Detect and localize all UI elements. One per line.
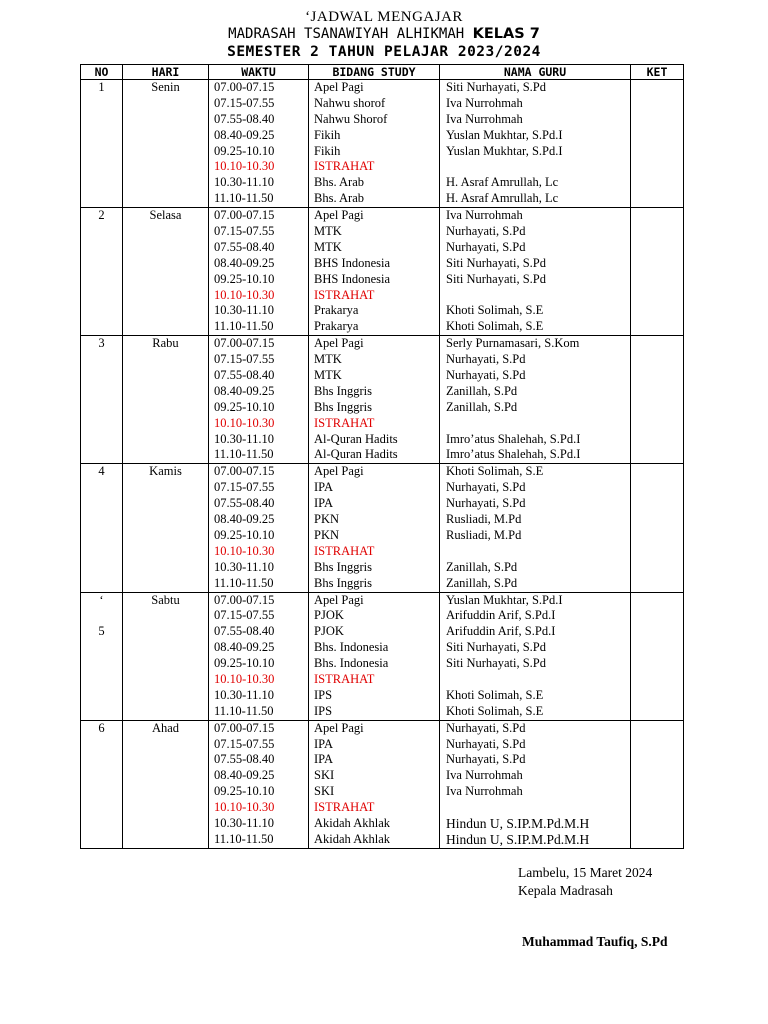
teacher-name: Iva Nurrohmah — [446, 95, 523, 110]
day-number: 3 — [98, 336, 105, 351]
subject-name: Apel Pagi — [314, 336, 364, 351]
day-number — [81, 608, 122, 624]
time-slot: 10.10-10.30 — [214, 671, 275, 686]
subject-cell — [309, 720, 440, 848]
subject-name: Apel Pagi — [314, 80, 364, 94]
time-slot: 07.55-08.40 — [214, 239, 275, 254]
note-line — [631, 608, 683, 624]
school-name: MADRASAH TSANAWIYAH ALHIKMAH — [228, 26, 465, 42]
subject-cell — [309, 208, 440, 336]
subject-name: MTK — [314, 239, 342, 254]
note-line — [631, 96, 683, 112]
note-line — [631, 80, 683, 96]
day-name: Ahad — [151, 720, 180, 735]
note-line — [631, 447, 683, 463]
time-slot: 07.00-07.15 — [214, 336, 275, 351]
day-name-cell — [123, 592, 209, 720]
time-slot: 07.00-07.15 — [214, 592, 275, 607]
day-block — [81, 208, 684, 336]
subject-name: Nahwu Shorof — [314, 111, 388, 126]
time-slot: 07.15-07.55 — [214, 352, 275, 367]
time-slot: 07.00-07.15 — [214, 464, 275, 479]
school-line — [0, 26, 768, 42]
time-slot: 08.40-09.25 — [214, 383, 275, 398]
teacher-name: Yuslan Mukhtar, S.Pd.I — [446, 143, 563, 158]
day-block — [81, 336, 684, 464]
subject-name: ISTRAHAT — [314, 159, 375, 174]
semester-line: SEMESTER 2 TAHUN PELAJAR 2023/2024 — [227, 44, 541, 60]
teacher-name: H. Asraf Amrullah, Lc — [446, 175, 559, 190]
time-slot: 09.25-10.10 — [214, 784, 275, 799]
subject-name: Apel Pagi — [314, 592, 364, 607]
time-slot: 10.30-11.10 — [214, 559, 274, 574]
teacher-name: Serly Purnamasari, S.Kom — [446, 336, 580, 351]
subject-name: Bhs Inggris — [314, 383, 372, 398]
teacher-name: Yuslan Mukhtar, S.Pd.I — [446, 127, 563, 142]
teacher-cell — [440, 208, 631, 336]
subject-name: ISTRAHAT — [314, 415, 375, 430]
subject-name: MTK — [314, 224, 342, 239]
time-slot: 10.30-11.10 — [214, 175, 274, 190]
teacher-name — [440, 288, 630, 304]
subject-name: Akidah Akhlak — [314, 815, 391, 830]
day-block — [81, 80, 684, 208]
time-slot: 08.40-09.25 — [214, 127, 275, 142]
teacher-name: Khoti Solimah, S.E — [446, 303, 544, 318]
note-line — [631, 576, 683, 592]
subject-name: IPS — [314, 703, 333, 718]
day-number: 6 — [98, 720, 105, 735]
teacher-name — [440, 416, 630, 432]
note-line — [631, 737, 683, 753]
teacher-name: Nurhayati, S.Pd — [446, 736, 526, 751]
subject-name: Nahwu shorof — [314, 95, 386, 110]
teacher-cell — [440, 464, 631, 592]
note-line — [631, 704, 683, 720]
teacher-name — [440, 672, 630, 688]
day-number-cell — [81, 720, 123, 848]
note-line — [631, 128, 683, 144]
teacher-name: Khoti Solimah, S.E — [446, 464, 544, 479]
note-line — [631, 272, 683, 288]
time-slot: 10.10-10.30 — [214, 800, 275, 815]
note-line — [631, 640, 683, 656]
note-line — [631, 191, 683, 207]
note-line — [631, 784, 683, 800]
subject-name: IPA — [314, 496, 333, 511]
note-line — [631, 624, 683, 640]
subject-name: Al-Quran Hadits — [314, 431, 398, 446]
note-line — [631, 352, 683, 368]
day-number: 2 — [98, 208, 105, 223]
teacher-name: Arifuddin Arif, S.Pd.I — [446, 624, 556, 639]
teacher-name: Nurhayati, S.Pd — [446, 752, 526, 767]
subject-cell — [309, 80, 440, 208]
note-line — [631, 112, 683, 128]
time-slot: 11.10-11.50 — [214, 575, 274, 590]
day-number-cell — [81, 208, 123, 336]
day-name: Kamis — [149, 464, 182, 479]
teacher-name: Khoti Solimah, S.E — [446, 319, 544, 334]
class-label: KELAS 7 — [472, 26, 540, 42]
time-slot: 07.15-07.55 — [214, 736, 275, 751]
subject-name: Bhs Inggris — [314, 399, 372, 414]
day-block — [81, 464, 684, 592]
note-line — [631, 256, 683, 272]
note-line — [631, 400, 683, 416]
note-line — [631, 240, 683, 256]
subject-name: PKN — [314, 512, 340, 527]
subject-name: Bhs. Arab — [314, 175, 364, 190]
note-line — [631, 336, 683, 352]
day-block — [81, 592, 684, 720]
note-line — [631, 768, 683, 784]
subject-name: ISTRAHAT — [314, 543, 375, 558]
time-cell — [209, 592, 309, 720]
day-name-cell — [123, 720, 209, 848]
teacher-name: Khoti Solimah, S.E — [446, 687, 544, 702]
day-number-cell — [81, 592, 123, 720]
time-slot: 07.15-07.55 — [214, 224, 275, 239]
note-line — [631, 528, 683, 544]
col-header-waktu: WAKTU — [209, 65, 309, 80]
teacher-name: Yuslan Mukhtar, S.Pd.I — [446, 592, 563, 607]
note-line — [631, 752, 683, 768]
time-slot: 07.55-08.40 — [214, 752, 275, 767]
time-slot: 09.25-10.10 — [214, 656, 275, 671]
note-line — [631, 416, 683, 432]
day-number: 1 — [98, 80, 105, 94]
note-line — [631, 464, 683, 480]
note-line — [631, 800, 683, 816]
subject-name: IPA — [314, 752, 333, 767]
teacher-name: Zanillah, S.Pd — [446, 575, 518, 590]
place-date: Lambelu, 15 Maret 2024 — [518, 865, 653, 880]
teacher-name: Imro’atus Shalehah, S.Pd.I — [446, 447, 581, 462]
teacher-name — [440, 544, 630, 560]
note-line — [631, 368, 683, 384]
note-line — [631, 721, 683, 737]
time-cell — [209, 80, 309, 208]
teacher-cell — [440, 80, 631, 208]
note-cell — [631, 80, 684, 208]
subject-name: Akidah Akhlak — [314, 831, 391, 846]
note-line — [631, 496, 683, 512]
col-header-ket: KET — [631, 65, 684, 80]
teacher-name: Hindun U, S.IP.M.Pd.M.H — [446, 815, 590, 831]
teacher-name: Iva Nurrohmah — [446, 784, 523, 799]
teacher-name: Siti Nurhayati, S.Pd — [446, 255, 547, 270]
teacher-name: Zanillah, S.Pd — [446, 399, 518, 414]
time-slot: 10.10-10.30 — [214, 159, 275, 174]
subject-cell — [309, 592, 440, 720]
subject-name: IPA — [314, 480, 333, 495]
time-slot: 09.25-10.10 — [214, 143, 275, 158]
time-slot: 10.30-11.10 — [214, 303, 274, 318]
day-name: Selasa — [149, 208, 182, 223]
note-cell — [631, 464, 684, 592]
subject-name: Bhs. Arab — [314, 191, 364, 206]
time-slot: 11.10-11.50 — [214, 447, 274, 462]
teacher-name: Nurhayati, S.Pd — [446, 239, 526, 254]
note-cell — [631, 592, 684, 720]
day-block — [81, 720, 684, 848]
note-line — [631, 288, 683, 304]
note-line — [631, 159, 683, 175]
teacher-name: Nurhayati, S.Pd — [446, 368, 526, 383]
day-number: 5 — [98, 624, 105, 639]
teacher-name: Hindun U, S.IP.M.Pd.M.H — [446, 831, 590, 847]
time-slot: 08.40-09.25 — [214, 640, 275, 655]
note-line — [631, 816, 683, 832]
subject-name: ISTRAHAT — [314, 671, 375, 686]
note-line — [631, 175, 683, 191]
time-slot: 11.10-11.50 — [214, 319, 274, 334]
subject-name: Prakarya — [314, 303, 359, 318]
teacher-name: Siti Nurhayati, S.Pd — [446, 271, 547, 286]
time-slot: 10.10-10.30 — [214, 543, 275, 558]
day-number-cell — [81, 80, 123, 208]
day-name-cell — [123, 80, 209, 208]
teacher-name: H. Asraf Amrullah, Lc — [446, 191, 559, 206]
subject-name: Apel Pagi — [314, 720, 364, 735]
teacher-cell — [440, 592, 631, 720]
subject-name: MTK — [314, 368, 342, 383]
note-line — [631, 560, 683, 576]
teacher-name: Nurhayati, S.Pd — [446, 496, 526, 511]
schedule-body — [81, 80, 684, 849]
col-header-nama-guru: NAMA GURU — [440, 65, 631, 80]
note-line — [631, 688, 683, 704]
day-name-cell — [123, 336, 209, 464]
time-slot: 07.55-08.40 — [214, 111, 275, 126]
subject-name: Al-Quran Hadits — [314, 447, 398, 462]
time-slot: 08.40-09.25 — [214, 512, 275, 527]
subject-name: BHS Indonesia — [314, 271, 391, 286]
subject-name: PKN — [314, 527, 340, 542]
day-number-cell — [81, 336, 123, 464]
subject-name: Fikih — [314, 143, 341, 158]
day-name: Senin — [151, 80, 180, 94]
note-cell — [631, 336, 684, 464]
time-slot: 07.00-07.15 — [214, 208, 275, 223]
note-cell — [631, 208, 684, 336]
subject-name: Bhs Inggris — [314, 575, 372, 590]
time-slot: 07.00-07.15 — [214, 720, 275, 735]
teacher-name: Siti Nurhayati, S.Pd — [446, 656, 547, 671]
time-cell — [209, 336, 309, 464]
subject-name: ISTRAHAT — [314, 287, 375, 302]
subject-name: Apel Pagi — [314, 464, 364, 479]
signature-block — [518, 864, 652, 900]
time-slot: 10.30-11.10 — [214, 815, 274, 830]
note-line — [631, 303, 683, 319]
col-header-hari: HARI — [123, 65, 209, 80]
subject-name: PJOK — [314, 624, 344, 639]
note-line — [631, 593, 683, 609]
teacher-name: Iva Nurrohmah — [446, 208, 523, 223]
signatory-name: Muhammad Taufiq, S.Pd — [522, 934, 668, 949]
time-slot: 07.00-07.15 — [214, 80, 275, 94]
day-name-cell — [123, 208, 209, 336]
col-header-no: NO — [81, 65, 123, 80]
time-slot: 07.15-07.55 — [214, 480, 275, 495]
subject-name: MTK — [314, 352, 342, 367]
teacher-name: Nurhayati, S.Pd — [446, 352, 526, 367]
day-name: Sabtu — [151, 592, 180, 607]
subject-name: PJOK — [314, 608, 344, 623]
time-slot: 09.25-10.10 — [214, 399, 275, 414]
time-slot: 11.10-11.50 — [214, 703, 274, 718]
subject-name: ISTRAHAT — [314, 800, 375, 815]
teacher-name: Zanillah, S.Pd — [446, 383, 518, 398]
time-slot: 09.25-10.10 — [214, 527, 275, 542]
document-title: ‘JADWAL MENGAJAR — [305, 9, 463, 25]
note-line — [631, 832, 683, 848]
time-slot: 07.55-08.40 — [214, 368, 275, 383]
col-header-bidang-study: BIDANG STUDY — [309, 65, 440, 80]
subject-name: SKI — [314, 768, 335, 783]
time-slot: 11.10-11.50 — [214, 191, 274, 206]
subject-name: IPS — [314, 687, 333, 702]
note-line — [631, 672, 683, 688]
table-header-row — [81, 65, 684, 80]
time-slot: 08.40-09.25 — [214, 768, 275, 783]
day-number-cell — [81, 464, 123, 592]
subject-name: Apel Pagi — [314, 208, 364, 223]
time-slot: 07.15-07.55 — [214, 608, 275, 623]
subject-name: Bhs. Indonesia — [314, 656, 389, 671]
subject-name: SKI — [314, 784, 335, 799]
teacher-name: Arifuddin Arif, S.Pd.I — [446, 608, 556, 623]
schedule-table — [80, 64, 684, 849]
day-name: Rabu — [152, 336, 179, 351]
subject-name: IPA — [314, 736, 333, 751]
note-line — [631, 319, 683, 335]
subject-name: Prakarya — [314, 319, 359, 334]
subject-name: Bhs. Indonesia — [314, 640, 389, 655]
teacher-name: Nurhayati, S.Pd — [446, 720, 526, 735]
day-number: ‘ — [99, 592, 104, 607]
teacher-name — [440, 800, 630, 816]
teacher-name: Siti Nurhayati, S.Pd — [446, 80, 547, 94]
subject-cell — [309, 336, 440, 464]
subject-name: BHS Indonesia — [314, 255, 391, 270]
teacher-name — [440, 159, 630, 175]
teacher-name: Zanillah, S.Pd — [446, 559, 518, 574]
time-cell — [209, 464, 309, 592]
time-slot: 09.25-10.10 — [214, 271, 275, 286]
teacher-name: Imro’atus Shalehah, S.Pd.I — [446, 431, 581, 446]
time-slot: 10.10-10.30 — [214, 415, 275, 430]
note-line — [631, 224, 683, 240]
note-line — [631, 544, 683, 560]
time-cell — [209, 720, 309, 848]
time-slot: 08.40-09.25 — [214, 255, 275, 270]
teacher-name: Rusliadi, M.Pd — [446, 527, 522, 542]
day-number: 4 — [98, 464, 105, 479]
signatory-position: Kepala Madrasah — [518, 883, 613, 898]
day-name-cell — [123, 464, 209, 592]
teacher-name: Nurhayati, S.Pd — [446, 480, 526, 495]
note-line — [631, 512, 683, 528]
time-slot: 07.55-08.40 — [214, 624, 275, 639]
note-line — [631, 384, 683, 400]
subject-cell — [309, 464, 440, 592]
note-line — [631, 432, 683, 448]
note-cell — [631, 720, 684, 848]
time-slot: 10.10-10.30 — [214, 287, 275, 302]
time-slot: 10.30-11.10 — [214, 687, 274, 702]
teacher-name: Khoti Solimah, S.E — [446, 703, 544, 718]
note-line — [631, 656, 683, 672]
time-slot: 10.30-11.10 — [214, 431, 274, 446]
teacher-name: Rusliadi, M.Pd — [446, 512, 522, 527]
time-slot: 11.10-11.50 — [214, 831, 274, 846]
time-slot: 07.55-08.40 — [214, 496, 275, 511]
note-line — [631, 480, 683, 496]
teacher-name: Iva Nurrohmah — [446, 768, 523, 783]
note-line — [631, 144, 683, 160]
teacher-name: Iva Nurrohmah — [446, 111, 523, 126]
subject-name: Fikih — [314, 127, 341, 142]
subject-name: Bhs Inggris — [314, 559, 372, 574]
time-cell — [209, 208, 309, 336]
teacher-name: Siti Nurhayati, S.Pd — [446, 640, 547, 655]
time-slot: 07.15-07.55 — [214, 95, 275, 110]
note-line — [631, 208, 683, 224]
teacher-cell — [440, 720, 631, 848]
teacher-cell — [440, 336, 631, 464]
teacher-name: Nurhayati, S.Pd — [446, 224, 526, 239]
